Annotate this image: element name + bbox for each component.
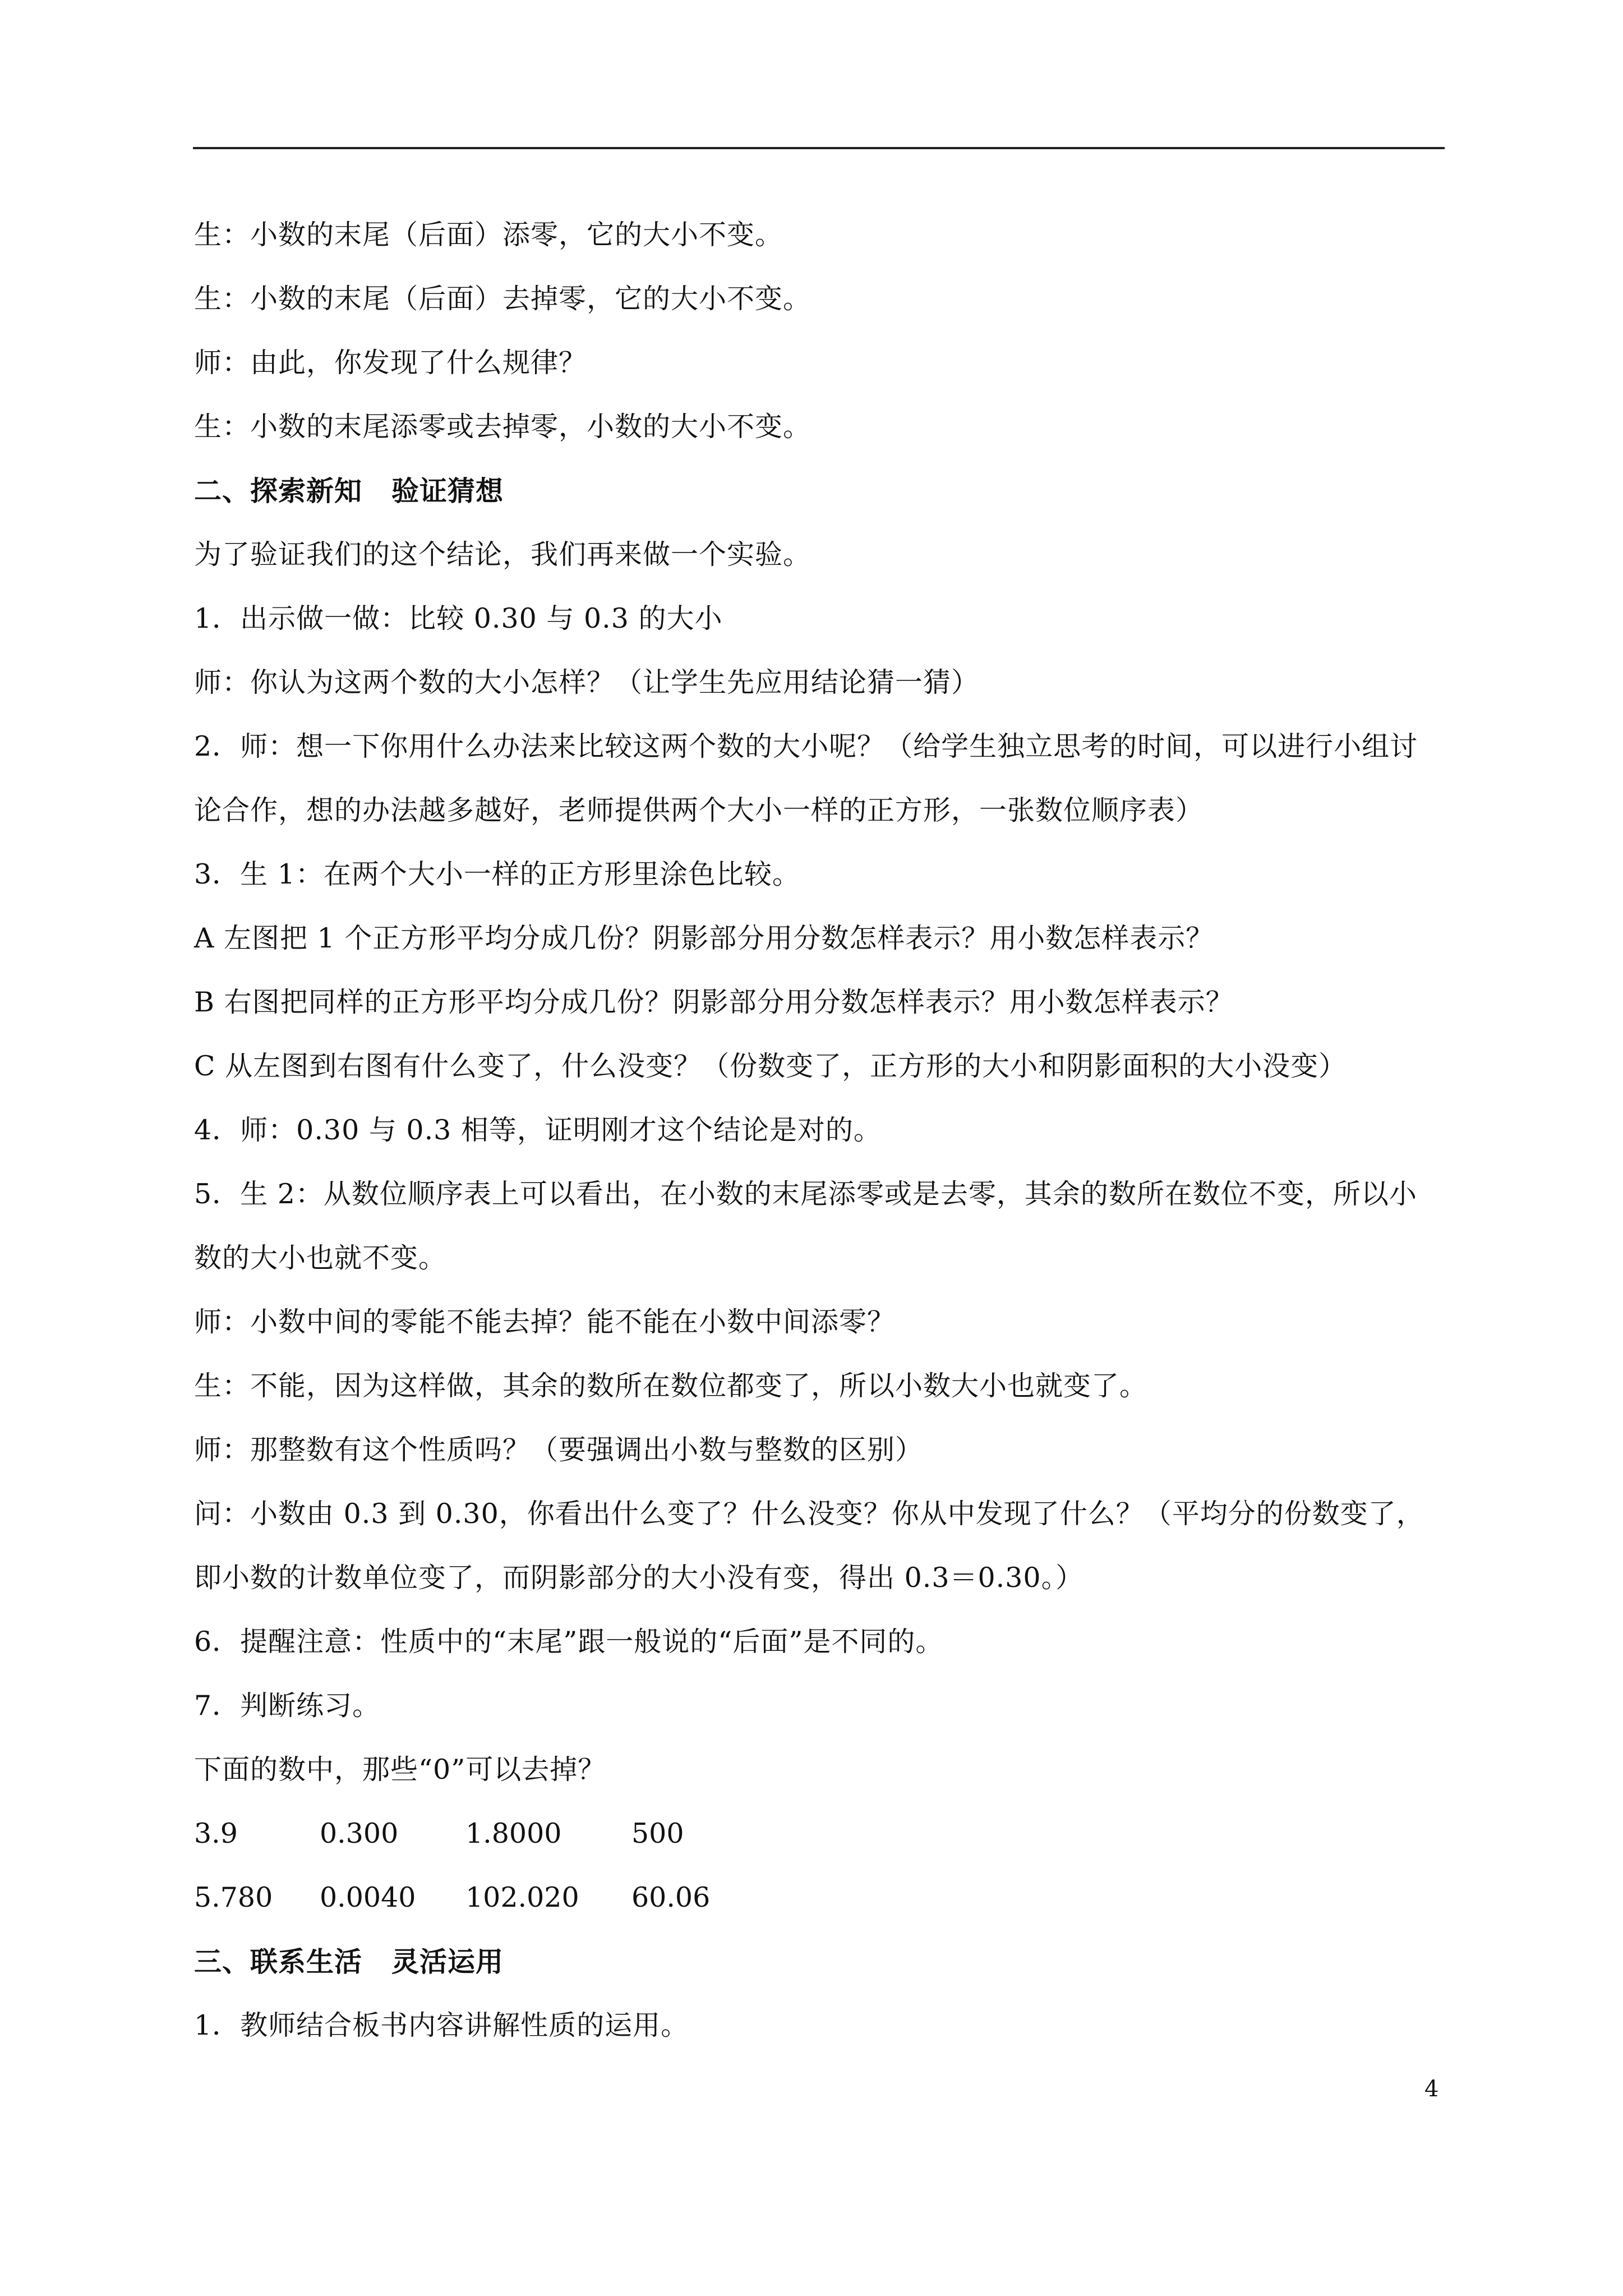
paragraph-line: 生：小数的末尾（后面）添零，它的大小不变。 [194,219,783,251]
number-item: 0.0040 [320,1881,416,1913]
paragraph-line: 2．师：想一下你用什么办法来比较这两个数的大小呢？（给学生独立思考的时间，可以进行小组讨 [194,730,1418,762]
paragraph-line: 4．师：0.30 与 0.3 相等，证明刚才这个结论是对的。 [194,1114,882,1146]
number-item: 60.06 [631,1881,711,1913]
page-number: 4 [1424,2076,1439,2102]
section-heading [194,1930,1450,1994]
paragraph-line: 问：小数由 0.3 到 0.30，你看出什么变了？什么没变？你从中发现了什么？（平均分的份数变了， [194,1498,1424,1530]
number-item: 5.780 [194,1881,273,1913]
section-heading [194,459,1450,523]
paragraph-line: 1．教师结合板书内容讲解性质的运用。 [194,2009,689,2041]
paragraph-line: 为了验证我们的这个结论，我们再来做一个实验。 [194,539,811,570]
header-rule [193,147,1445,149]
paragraph-line: 师：由此，你发现了什么规律？ [194,347,587,379]
paragraph-line: 5．生 2：从数位顺序表上可以看出，在小数的末尾添零或是去零，其余的数所在数位不变，所以小 [194,1178,1417,1210]
paragraph-line: 即小数的计数单位变了，而阴影部分的大小没有变，得出 0.3＝0.30。） [194,1562,1084,1594]
number-item: 102.020 [465,1881,579,1913]
document-body [194,203,1450,2058]
section-heading-subtitle: 验证猜想 [391,475,504,507]
paragraph-line: 论合作，想的办法越多越好，老师提供两个大小一样的正方形，一张数位顺序表） [194,794,1204,826]
paragraph-line: 师：你认为这两个数的大小怎样？（让学生先应用结论猜一猜） [194,666,980,698]
number-row [194,1866,1450,1930]
paragraph-line: 师：那整数有这个性质吗？（要强调出小数与整数的区别） [194,1434,924,1466]
paragraph-line: B 右图把同样的正方形平均分成几份？阴影部分用分数怎样表示？用小数怎样表示？ [194,986,1234,1018]
paragraph-line: 生：小数的末尾（后面）去掉零，它的大小不变。 [194,283,811,315]
paragraph-line: 7．判断练习。 [194,1690,381,1722]
paragraph-line: 1．出示做一做：比较 0.30 与 0.3 的大小 [194,602,723,634]
paragraph-line: 3．生 1：在两个大小一样的正方形里涂色比较。 [194,858,800,890]
section-heading-title: 二、探索新知 [194,475,363,507]
number-item: 500 [631,1818,684,1849]
paragraph-line: 6．提醒注意：性质中的“末尾”跟一般说的“后面”是不同的。 [194,1626,944,1658]
number-row [194,1802,1450,1866]
number-item: 3.9 [194,1818,238,1849]
section-heading-title: 三、联系生活 [194,1945,363,1978]
paragraph-line: C 从左图到右图有什么变了，什么没变？（份数变了，正方形的大小和阴影面积的大小没变） [194,1050,1347,1082]
section-heading-subtitle: 灵活运用 [391,1945,504,1978]
paragraph-line: A 左图把 1 个正方形平均分成几份？阴影部分用分数怎样表示？用小数怎样表示？ [194,922,1214,954]
number-item: 0.300 [320,1818,399,1849]
paragraph-line: 生：小数的末尾添零或去掉零，小数的大小不变。 [194,411,811,443]
paragraph-line: 生：不能，因为这样做，其余的数所在数位都变了，所以小数大小也就变了。 [194,1370,1148,1402]
paragraph-line: 师：小数中间的零能不能去掉？能不能在小数中间添零？ [194,1306,896,1338]
paragraph-line: 下面的数中，那些“0”可以去掉？ [194,1754,606,1786]
paragraph-line: 数的大小也就不变。 [194,1242,447,1274]
number-item: 1.8000 [465,1818,562,1849]
